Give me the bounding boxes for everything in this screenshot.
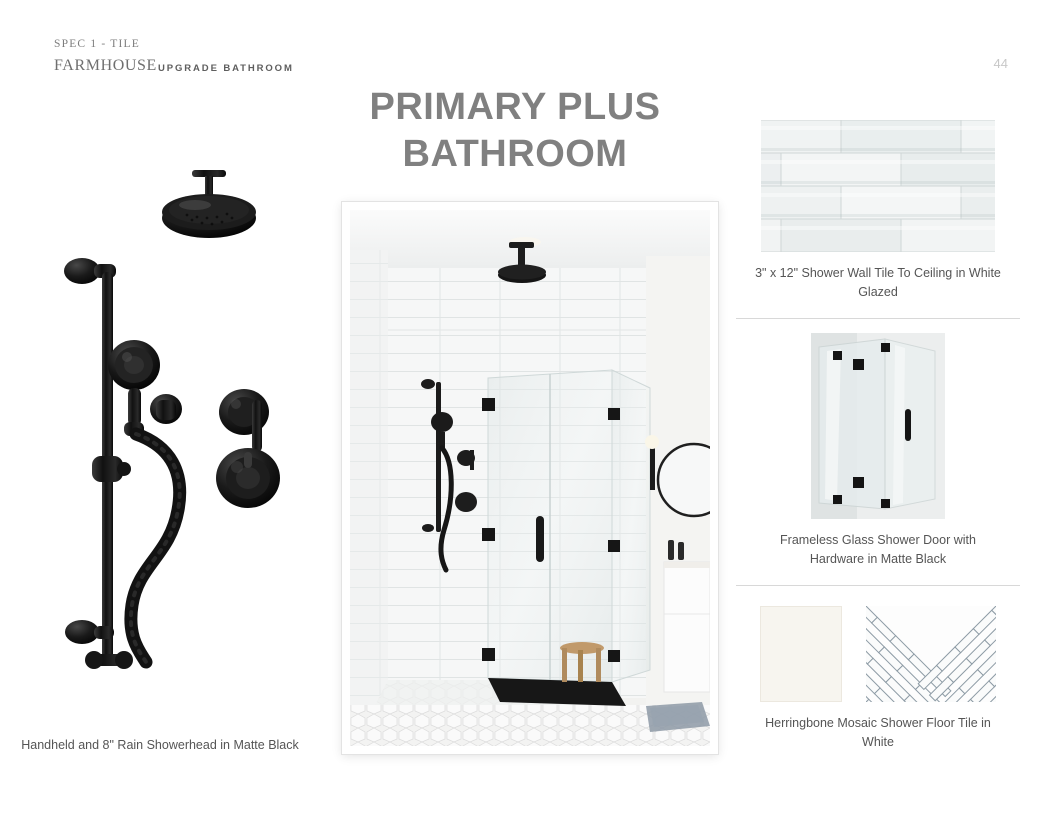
project-label: UPGRADE BATHROOM — [158, 63, 294, 74]
frameless-glass-shower-door-image — [811, 333, 945, 519]
spec-label: SPEC 1 - TILE — [54, 38, 140, 50]
shower-photo-svg — [350, 210, 710, 746]
divider-2 — [736, 585, 1020, 586]
page-title: PRIMARY PLUS BATHROOM — [369, 86, 661, 175]
collection-label: FARMHOUSE — [54, 57, 157, 74]
floor-swatch-row — [736, 606, 1020, 702]
swatch-herringbone-mosaic-floor-tile — [736, 606, 1020, 752]
shower-valve-trim-icon — [219, 389, 269, 452]
shower-fixtures-illustration — [20, 160, 300, 760]
fixtures-svg — [20, 160, 300, 760]
shower-wall-tile-caption: 3" x 12" Shower Wall Tile To Ceiling in White Glazed — [755, 266, 1001, 299]
swatch-frameless-glass-shower-door — [736, 333, 1020, 586]
left-caption: Handheld and 8" Rain Showerhead in Matte Black — [21, 738, 299, 752]
divider-1 — [736, 318, 1020, 319]
shower-door-svg — [811, 333, 945, 519]
swatch-shower-wall-tile — [736, 120, 1020, 319]
page-number: 44 — [993, 56, 1008, 71]
frameless-glass-shower-door-caption: Frameless Glass Shower Door with Hardware in Matte Black — [780, 533, 976, 566]
shower-diverter-trim-icon — [216, 448, 280, 508]
shower-wall-tile-image — [761, 120, 995, 252]
herringbone-mosaic-floor-tile-caption: Herringbone Mosaic Shower Floor Tile in White — [765, 716, 991, 749]
rain-showerhead-icon — [162, 170, 256, 238]
center-photo-frame — [342, 202, 718, 754]
herringbone-svg — [866, 606, 996, 702]
materials-column — [736, 120, 1020, 752]
shower-wall-tile-svg — [761, 120, 995, 252]
herringbone-mosaic-image — [866, 606, 996, 702]
handheld-shower-slide-bar-icon — [64, 258, 182, 669]
grout-paint-swatch — [760, 606, 842, 702]
primary-plus-bathroom-shower-photo — [350, 210, 710, 746]
